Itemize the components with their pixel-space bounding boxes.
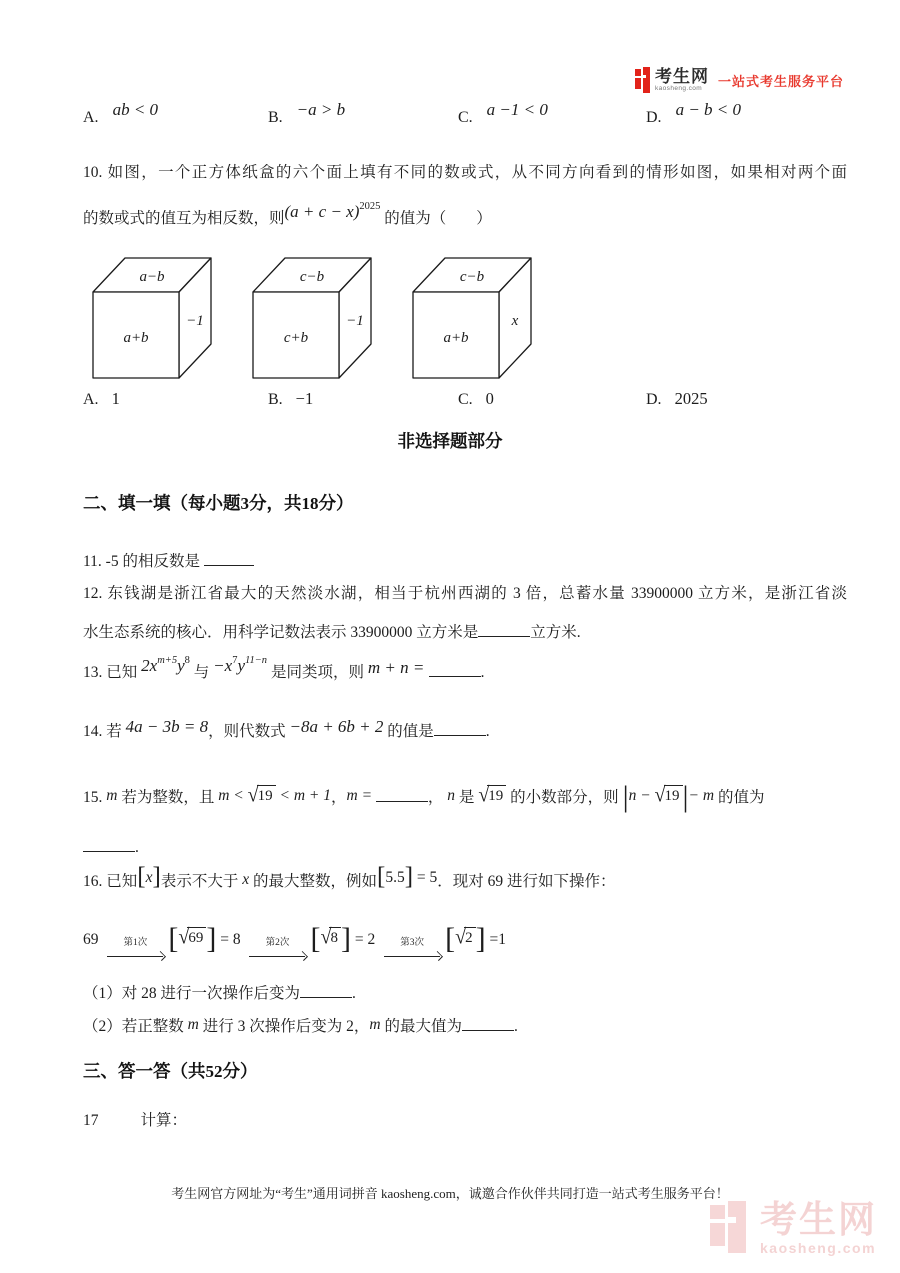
cube2-top-label: c−b [299, 269, 325, 285]
answer-blank [376, 786, 428, 802]
question-12-line2: 水生态系统的核心．用科学记数法表示 33900000 立方米是 立方米. [83, 620, 847, 642]
answer-blank [462, 1015, 514, 1031]
question-13: 13. 已知 $2x^{m+5}y^8$ 与 $-x^7y^{11-n}$ 是同类项，则 m + n = . [83, 655, 485, 681]
watermark-brand-text: 考生网 [760, 1199, 877, 1240]
answer-blank [83, 836, 135, 852]
q9-option-c: C. a −1 < 0 [458, 100, 548, 126]
watermark-domain-text: kaosheng.com [760, 1240, 877, 1256]
footer-text: 考生网官方网址为“考生”通用词拼音 kaosheng.com，诚邀合作伙伴共同打造一站式考生服务平台！ [171, 1186, 729, 1201]
q9-option-b: B. −a > b [268, 100, 346, 126]
question-15-line1: 15. m 若为整数，且 m < √ 19 < m + 1，m = ， n 是 √ 19 的小数部分，则 |n − √ 19 |− m 的值为 [83, 780, 765, 813]
q10-text-line1: 10. 如图，一个正方体纸盒的六个面上填有不同的数或式，从不同方向看到的情形如图，如果相对两个面 [83, 164, 847, 181]
q10-options-row [0, 389, 900, 415]
question-16-operations: 69 第1次 [ √ 69 ] = 8 第2次 [ √ 8 ] = 2 第3次 [ √ 2 ] =1 [83, 922, 506, 955]
q9-option-a: A. ab < 0 [83, 100, 159, 126]
cube-diagram-2 [253, 258, 371, 378]
question-16-sub2: （2）若正整数 m 进行 3 次操作后变为 2，m 的最大值为 . [83, 1016, 518, 1035]
watermark-logo-icon [710, 1201, 750, 1253]
logo-brand-block [655, 68, 709, 93]
question-12-line1: 12. 东钱湖是浙江省最大的天然淡水湖，相当于杭州西湖的 3 倍，总蓄水量 33900000 立方米，是浙江省淡 [83, 585, 847, 602]
question-16-sub1: （1）对 28 进行一次操作后变为 . [83, 981, 847, 1003]
q10-option-d: D. 2025 [646, 389, 708, 408]
section-nonselect-heading: 非选择题部分 [397, 431, 503, 451]
watermark-logo [710, 1201, 877, 1255]
cube-diagrams [88, 250, 558, 385]
logo-domain-text: kaosheng.com [655, 84, 703, 92]
operation-arrow: 第3次 [384, 939, 440, 957]
cube-diagram-3 [413, 258, 531, 378]
answer-blank [434, 720, 486, 736]
q9-option-d: D. a − b < 0 [646, 100, 742, 126]
q10-option-c: C. 0 [458, 389, 494, 408]
cube1-front-label: a+b [123, 330, 149, 346]
operation-arrow: 第1次 [107, 939, 163, 957]
answer-blank [429, 661, 481, 677]
cube3-side-label: x [511, 313, 519, 329]
answer-blank [478, 621, 530, 637]
section3-heading: 三、答一答（共52分） [83, 1061, 258, 1081]
operation-arrow: 第2次 [249, 939, 305, 957]
cube1-side-label: −1 [186, 313, 204, 329]
header-logo [635, 67, 844, 93]
question-14: 14. 若 4a − 3b = 8，则代数式 −8a + 6b + 2 的值是 . [83, 717, 490, 740]
cube-diagram-1 [93, 258, 211, 378]
kaosheng-logo-icon [635, 67, 652, 93]
cube2-side-label: −1 [346, 313, 364, 329]
q10-option-b: B. −1 [268, 389, 314, 408]
cube1-top-label: a−b [139, 269, 165, 285]
question-17: 17 计算： [83, 1112, 188, 1129]
answer-blank [204, 550, 254, 566]
cube3-front-label: a+b [443, 330, 469, 346]
question-11: 11. -5 的相反数是 [83, 549, 847, 571]
q9-options-row [0, 100, 900, 139]
cube3-top-label: c−b [459, 269, 485, 285]
question-16-line1: 16. 已知[x]表示不大于 x 的最大整数，例如[5.5] = 5．现对 69 进行如下操作： [83, 863, 616, 890]
watermark-brand-block [760, 1201, 877, 1255]
q10-option-a: A. 1 [83, 389, 120, 408]
logo-tagline: 一站式考生服务平台 [718, 73, 845, 89]
section2-heading: 二、填一填（每小题3分，共18分） [83, 493, 354, 513]
q10-text-line2: 的数或式的值互为相反数，则$(a + c - x)^{2025}$ 的值为（ ） [83, 201, 492, 227]
answer-blank [300, 982, 352, 998]
logo-brand-text: 考生网 [655, 66, 709, 86]
question-15-line2: . [83, 836, 847, 857]
cube2-front-label: c+b [283, 330, 309, 346]
